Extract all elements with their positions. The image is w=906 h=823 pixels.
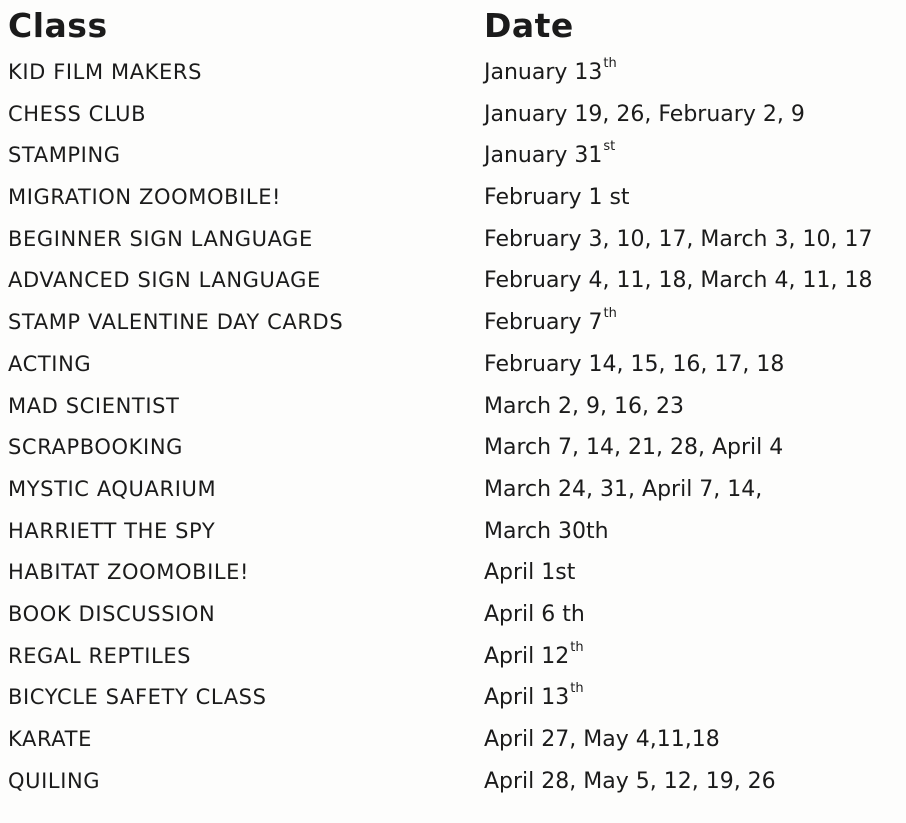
- table-row: [0, 181, 906, 223]
- class-name-cell: ADVANCED SIGN LANGUAGE: [8, 268, 321, 293]
- date-ordinal-suffix: th: [603, 306, 617, 322]
- class-date-cell: [484, 56, 617, 85]
- date-text: January 13: [484, 60, 603, 85]
- class-date-cell: [484, 681, 584, 711]
- class-date-cell: [484, 477, 762, 502]
- date-text: April 28, May 5, 12, 19, 26: [484, 768, 776, 794]
- class-name-cell: STAMP VALENTINE DAY CARDS: [8, 310, 344, 335]
- class-name-cell: MAD SCIENTIST: [8, 393, 180, 418]
- table-row: [0, 264, 906, 306]
- date-text: January 19, 26, February 2, 9: [484, 101, 805, 127]
- date-text: February 1 st: [484, 185, 630, 211]
- date-text: April 27, May 4,11,18: [484, 727, 720, 752]
- class-date-cell: [484, 102, 805, 127]
- class-name-cell: ACTING: [8, 351, 92, 376]
- class-name-cell: MYSTIC AQUARIUM: [8, 476, 217, 501]
- table-row: [0, 473, 906, 515]
- table-row: [0, 681, 906, 723]
- class-name-cell: BOOK DISCUSSION: [8, 601, 216, 626]
- date-text: January 31: [484, 143, 603, 169]
- table-header: [0, 6, 906, 50]
- date-text: March 2, 9, 16, 23: [484, 393, 684, 419]
- class-date-cell: [484, 227, 872, 252]
- class-name-cell: KARATE: [8, 727, 92, 751]
- table-row: [0, 390, 906, 432]
- table-row: [0, 723, 906, 765]
- class-date-cell: [484, 352, 784, 377]
- class-name-cell: QUILING: [8, 768, 101, 793]
- class-date-cell: [484, 639, 584, 669]
- table-row: [0, 598, 906, 640]
- table-row: [0, 98, 906, 140]
- class-name-cell: SCRAPBOOKING: [8, 435, 184, 460]
- schedule-table-body: [0, 56, 906, 806]
- date-ordinal-suffix: th: [603, 56, 617, 71]
- table-row: [0, 223, 906, 265]
- date-text: February 7: [484, 310, 603, 336]
- class-date-cell: [484, 435, 783, 460]
- class-date-cell: [484, 602, 585, 627]
- class-name-cell: MIGRATION ZOOMOBILE!: [8, 185, 282, 210]
- date-text: April 12: [484, 643, 570, 669]
- class-name-cell: REGAL REPTILES: [8, 643, 192, 668]
- class-name-cell: CHESS CLUB: [8, 101, 147, 126]
- class-column-header: Class: [8, 6, 108, 45]
- class-date-cell: [484, 560, 575, 585]
- date-text: March 7, 14, 21, 28, April 4: [484, 435, 784, 461]
- table-row: [0, 556, 906, 598]
- class-name-cell: HARRIETT THE SPY: [8, 518, 216, 543]
- table-row: [0, 640, 906, 682]
- table-row: [0, 56, 906, 98]
- table-row: [0, 139, 906, 181]
- class-date-cell: [484, 519, 609, 544]
- class-name-cell: HABITAT ZOOMOBILE!: [8, 560, 250, 585]
- table-row: [0, 431, 906, 473]
- class-date-cell: [484, 306, 617, 336]
- class-date-cell: [484, 769, 776, 794]
- class-name-cell: STAMPING: [8, 143, 121, 168]
- date-ordinal-suffix: th: [570, 639, 584, 655]
- date-ordinal-suffix: th: [570, 681, 584, 697]
- class-name-cell: KID FILM MAKERS: [8, 60, 203, 84]
- class-date-cell: [484, 185, 630, 210]
- class-date-cell: [484, 727, 720, 752]
- date-ordinal-suffix: st: [603, 139, 616, 155]
- class-name-cell: BEGINNER SIGN LANGUAGE: [8, 226, 313, 251]
- date-text: February 4, 11, 18, March 4, 11, 18: [484, 268, 873, 294]
- class-date-cell: [484, 139, 616, 169]
- date-text: March 30th: [484, 518, 609, 544]
- table-row: [0, 306, 906, 348]
- date-text: April 1st: [484, 560, 576, 586]
- date-text: February 14, 15, 16, 17, 18: [484, 351, 785, 377]
- class-date-cell: [484, 394, 684, 419]
- date-text: April 13: [484, 685, 570, 711]
- date-text: April 6 th: [484, 601, 585, 627]
- class-date-cell: [484, 268, 872, 293]
- table-row: [0, 765, 906, 807]
- date-text: March 24, 31, April 7, 14,: [484, 476, 763, 502]
- table-row: [0, 348, 906, 390]
- class-name-cell: BICYCLE SAFETY CLASS: [8, 685, 267, 710]
- date-column-header: Date: [484, 6, 574, 45]
- table-row: [0, 515, 906, 557]
- date-text: February 3, 10, 17, March 3, 10, 17: [484, 226, 873, 252]
